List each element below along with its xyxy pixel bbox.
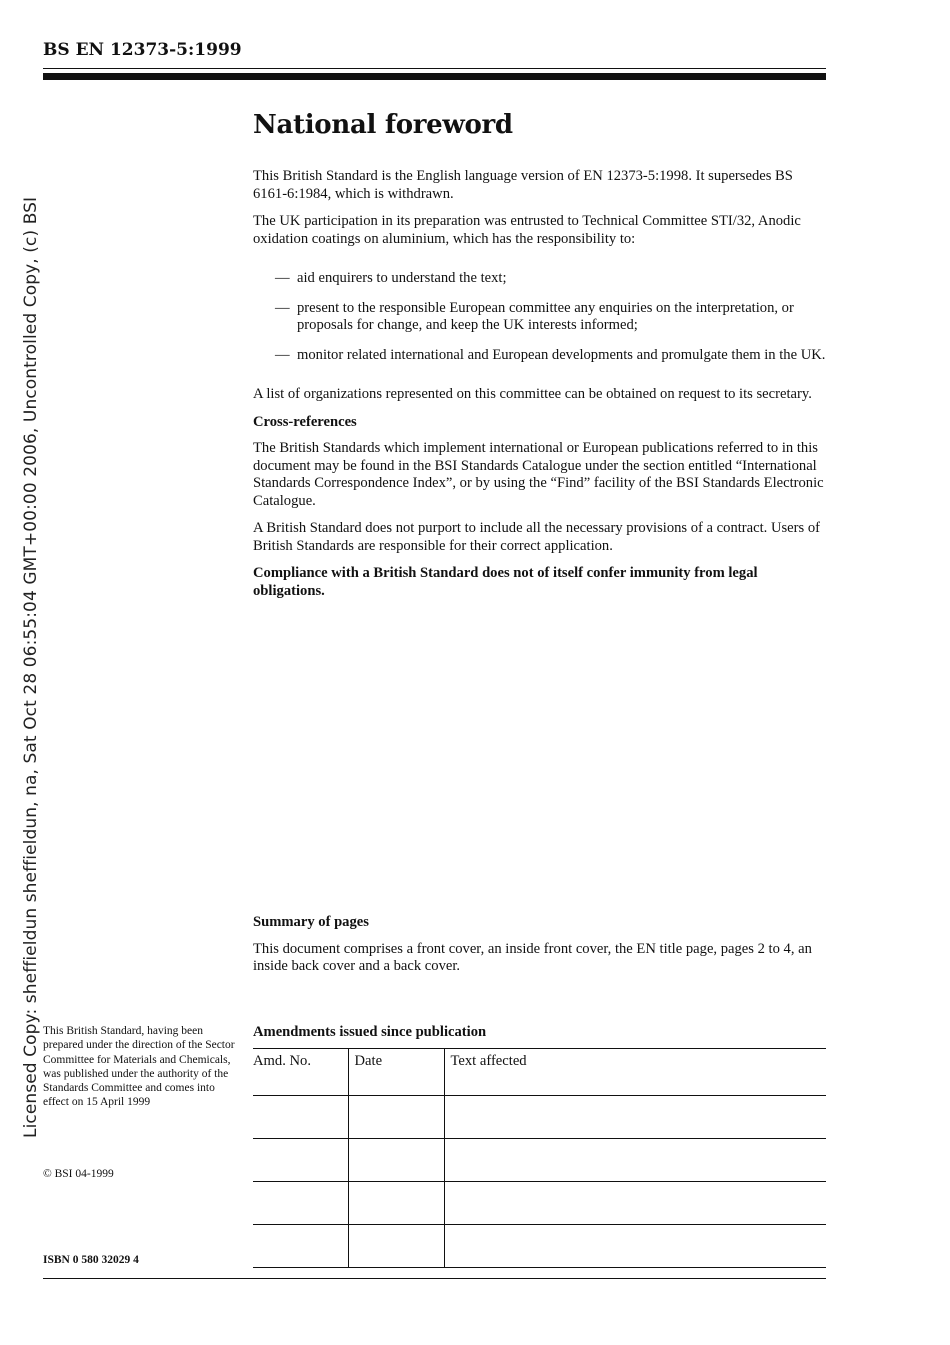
list-item-text: aid enquirers to understand the text; xyxy=(297,270,507,286)
table-cell xyxy=(253,1096,348,1139)
cross-references-paragraph: The British Standards which implement international or European publications referred to in this document may be found in the BSI Standards Catalogue under the section entitled “International Standards Correspondence Index”, or by using the “Find” facility of the BSI Standards Electronic Catalogue. xyxy=(253,440,824,509)
copyright-notice: © BSI 04-1999 xyxy=(43,1168,114,1180)
column-header-text-affected: Text affected xyxy=(444,1049,826,1096)
table-cell xyxy=(253,1182,348,1225)
list-item-text: present to the responsible European committee any enquiries on the interpretation, or proposals for change, and keep the UK interests informed; xyxy=(297,299,794,333)
table-row xyxy=(253,1225,826,1268)
table-row xyxy=(253,1182,826,1225)
table-cell xyxy=(348,1139,444,1182)
footer-rule xyxy=(43,1278,826,1279)
summary-text: This document comprises a front cover, an inside front cover, the EN title page, pages 2 to 4, an inside back cover and a back cover. xyxy=(253,940,812,974)
isbn-number: ISBN 0 580 32029 4 xyxy=(43,1254,139,1266)
contract-paragraph: A British Standard does not purport to include all the necessary provisions of a contract. Users of British Standards are responsible for their correct application. xyxy=(253,520,821,554)
foreword-paragraph-2: The UK participation in its preparation was entrusted to Technical Committee STI/32, Anodic oxidation coatings on aluminium, which has the responsibility to: xyxy=(253,213,801,247)
dash-bullet: — xyxy=(275,299,290,316)
amendments-table xyxy=(253,1048,826,1268)
list-item xyxy=(253,300,828,335)
list-item xyxy=(253,347,828,365)
dash-bullet: — xyxy=(275,270,290,286)
table-cell xyxy=(444,1182,826,1225)
publication-note: This British Standard, having been prepared under the direction of the Sector Committee for Materials and Chemicals, was published under the authority of the Standards Committee and comes into effect on 15 April 1999 xyxy=(43,1025,235,1109)
summary-section xyxy=(253,914,828,976)
table-cell xyxy=(348,1225,444,1268)
table-row xyxy=(253,1096,826,1139)
table-cell xyxy=(348,1096,444,1139)
license-watermark: Licensed Copy: sheffieldun sheffieldun, na, Sat Oct 28 06:55:04 GMT+00:00 2006, Uncontrolled Copy, (c) BSI xyxy=(21,196,41,1138)
list-item-text: monitor related international and European developments and promulgate them in the UK. xyxy=(297,346,826,363)
dash-bullet: — xyxy=(275,346,290,363)
list-item xyxy=(253,270,828,288)
table-header-row xyxy=(253,1049,826,1096)
cross-references-heading: Cross-references xyxy=(253,413,357,430)
header-rule-thin xyxy=(43,68,826,69)
amendments-title: Amendments issued since publication xyxy=(253,1024,487,1040)
page-title: National foreword xyxy=(253,110,513,140)
table-cell xyxy=(444,1096,826,1139)
table-cell xyxy=(253,1139,348,1182)
column-header-date: Date xyxy=(348,1049,444,1096)
table-cell xyxy=(253,1225,348,1268)
column-header-amd-no: Amd. No. xyxy=(253,1049,348,1096)
header-rule-thick xyxy=(43,73,826,80)
table-cell xyxy=(348,1182,444,1225)
table-row xyxy=(253,1139,826,1182)
foreword-paragraph-1: This British Standard is the English language version of EN 12373-5:1998. It supersedes BS 6161-6:1984, which is withdrawn. xyxy=(253,168,793,202)
responsibility-list xyxy=(253,270,828,364)
foreword-section xyxy=(253,108,828,610)
table-cell xyxy=(444,1225,826,1268)
standard-number: BS EN 12373-5:1999 xyxy=(43,40,242,60)
table-cell xyxy=(444,1139,826,1182)
committee-list-paragraph: A list of organizations represented on this committee can be obtained on request to its secretary. xyxy=(253,386,812,402)
compliance-statement: Compliance with a British Standard does not of itself confer immunity from legal obligations. xyxy=(253,565,758,599)
summary-heading: Summary of pages xyxy=(253,914,369,930)
